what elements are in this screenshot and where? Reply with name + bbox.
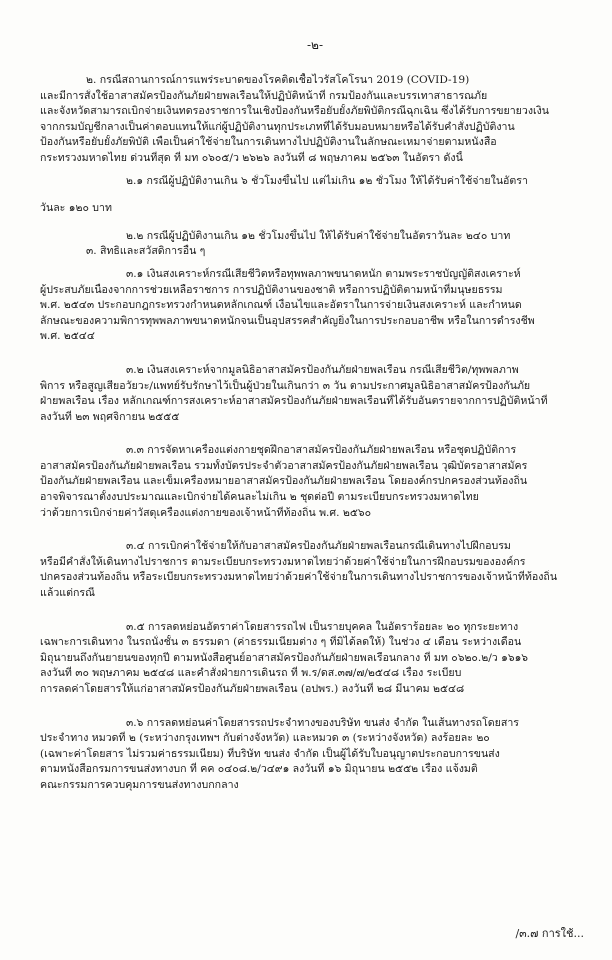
text-line: ตามหนังสือกรมการขนส่งทางบก ที่ คค ๐๔๐๘.๒/ว๔๙๑ ลงวันที่ ๑๖ มิถุนายน ๒๕๕๒ เรื่อง แจ้งมติ (40, 763, 478, 776)
text-line: พ.ศ. ๒๕๔๔ (40, 330, 95, 343)
text-line: ฝ่ายพลเรือน เรื่อง หลักเกณฑ์การสงเคราะห์อาสาสมัครป้องกันภัยฝ่ายพลเรือนที่ได้รับอันตรายจากการปฏิบัติหน้าที่ (40, 395, 548, 408)
text-line: จากกรมบัญชีกลางเป็นค่าตอบแทนให้แก่ผู้ปฏิบัติงานทุกประเภทที่ได้รับมอบหมายหรือได้รับคำสั่งปฏิบัติงาน (40, 120, 515, 133)
text-line: คณะกรรมการควบคุมการขนส่งทางบกกลาง (40, 778, 239, 791)
text-line: ป้องกันหรือยับยั้งภัยพิบัติ เพื่อเป็นค่าใช้จ่ายในการเดินทางไปปฏิบัติงานในลักษณะเหมาจ่ายตามหนังสือ (40, 136, 497, 149)
text-line: วันละ ๑๒๐ บาท (40, 202, 112, 215)
document-body (40, 73, 590, 794)
text-line: ผู้ประสบภัยเนื่องจากการช่วยเหลือราชการ การปฏิบัติงานของชาติ หรือการปฏิบัติตามหน้าที่มนุษยธรรม (40, 283, 503, 296)
text-line: ๒. กรณีสถานการณ์การแพร่ระบาดของโรคติดเชื้อไวรัสโคโรนา 2019 (COVID-19) (86, 74, 470, 86)
text-line: และมีการสั่งใช้อาสาสมัครป้องกันภัยฝ่ายพลเรือนให้ปฏิบัติหน้าที่ กรมป้องกันและบรรเทาสาธารณภัย (40, 89, 488, 102)
text-line: และจังหวัดสามารถเบิกจ่ายเงินทดรองราชการในเชิงป้องกันหรือยับยั้งภัยพิบัติกรณีฉุกเฉิน ซึ่งได้รับการขยายวงเงิน (40, 105, 550, 118)
text-line: ๒.๒ กรณีผู้ปฏิบัติงานเกิน ๑๒ ชั่วโมงขึ้นไป ให้ได้รับค่าใช้จ่ายในอัตราวันละ ๒๔๐ บาท (126, 229, 511, 242)
text-line: ๓. สิทธิและสวัสดิการอื่น ๆ (86, 245, 206, 258)
text-line: ปกครองส่วนท้องถิ่น หรือระเบียบกระทรวงมหาดไทยว่าด้วยค่าใช้จ่ายในการเดินทางไปราชการของเจ้าหน้าที่ท้องถิ่น (40, 571, 558, 584)
text-line: ๓.๔ การเบิกค่าใช้จ่ายให้กับอาสาสมัครป้องกันภัยฝ่ายพลเรือนกรณีเดินทางไปฝึกอบรม (126, 540, 511, 553)
text-line: ป้องกันภัยฝ่ายพลเรือน และเข็มเครื่องหมายอาสาสมัครป้องกันภัยฝ่ายพลเรือน โดยองค์กรปกครองส่วนท้องถิ่น (40, 475, 528, 488)
text-line: ลงวันที่ ๒๓ พฤศจิกายน ๒๕๕๕ (40, 410, 180, 423)
text-line: ๒.๑ กรณีผู้ปฏิบัติงานเกิน ๖ ชั่วโมงขึ้นไป แต่ไม่เกิน ๑๒ ชั่วโมง ให้ได้รับค่าใช้จ่ายในอัตรา (126, 174, 528, 187)
text-line: อาสาสมัครป้องกันภัยฝ่ายพลเรือน รวมทั้งบัตรประจำตัวอาสาสมัครป้องกันภัยฝ่ายพลเรือน วุฒิบัตรอาสาสมัคร (40, 459, 528, 472)
text-line: ว่าด้วยการเบิกจ่ายค่าวัสดุเครื่องแต่งกายของเจ้าหน้าที่ท้องถิ่น พ.ศ. ๒๕๖๐ (40, 506, 372, 519)
text-line: หรือมีคำสั่งให้เดินทางไปราชการ ตามระเบียบกระทรวงมหาดไทยว่าด้วยค่าใช้จ่ายในการฝึกอบรมขององค์กร (40, 555, 526, 568)
text-line: การลดค่าโดยสารให้แก่อาสาสมัครป้องกันภัยฝ่ายพลเรือน (อปพร.) ลงวันที่ ๒๘ มีนาคม ๒๕๔๘ (40, 683, 465, 695)
text-line: กระทรวงมหาดไทย ด่วนที่สุด ที่ มท ๐๖๐๕/ว ๒๖๒๖ ลงวันที่ ๘ พฤษภาคม ๒๕๖๓ ในอัตรา ดังนี้ (40, 151, 463, 164)
text-line: พิการ หรือสูญเสียอวัยวะ/แพทย์รับรักษาไว้เป็นผู้ป่วยในเกินกว่า ๓ วัน ตามประกาศมูลนิธิอาสาสมัครป้องกันภัย (40, 379, 531, 392)
text-line: ประจำทาง หมวดที่ ๒ (ระหว่างกรุงเทพฯ กับต่างจังหวัด) และหมวด ๓ (ระหว่างจังหวัด) ลงร้อยละ ๒๐ (40, 732, 490, 745)
text-line: (เฉพาะค่าโดยสาร ไม่รวมค่าธรรมเนียม) ที่บริษัท ขนส่ง จำกัด เป็นผู้ได้รับใบอนุญาตประกอบการขนส่ง (40, 747, 500, 760)
text-line: ลักษณะของความพิการทุพพลภาพขนาดหนักจนเป็นอุปสรรคสำคัญยิ่งในการประกอบอาชีพ หรือในการดำรงชีพ (40, 314, 535, 327)
text-line: อาจพิจารณาตั้งงบประมาณและเบิกจ่ายได้คนละไม่เกิน ๒ ชุดต่อปี ตามระเบียบกระทรวงมหาดไทย (40, 491, 479, 504)
text-line: ๓.๖ การลดหย่อนค่าโดยสารรถประจำทางของบริษัท ขนส่ง จำกัด ในเส้นทางรถโดยสาร (126, 716, 519, 729)
text-line: มิถุนายนถึงกันยายนของทุกปี ตามหนังสือศูนย์อาสาสมัครป้องกันภัยฝ่ายพลเรือนกลาง ที่ มท ๐๖๒๐.๒/ว ๑๖๑๖ (40, 651, 529, 664)
text-line: ๓.๒ เงินสงเคราะห์จากมูลนิธิอาสาสมัครป้องกันภัยฝ่ายพลเรือน กรณีเสียชีวิต/ทุพพลภาพ (126, 363, 519, 376)
text-line: แล้วแต่กรณี (40, 587, 95, 600)
text-line: ๓.๑ เงินสงเคราะห์กรณีเสียชีวิตหรือทุพพลภาพขนาดหนัก ตามพระราชบัญญัติสงเคราะห์ (126, 267, 521, 280)
text-line: เฉพาะการเดินทาง ในรถนั่งชั้น ๓ ธรรมดา (ค่าธรรมเนียมต่าง ๆ ที่มิได้ลดให้) ในช่วง ๔ เดือน ระหว่างเดือน (40, 636, 522, 649)
text-line: ลงวันที่ ๓๐ พฤษภาคม ๒๕๔๘ และคำสั่งฝ่ายการเดินรถ ที่ พ.ร/ดส.๓๗/๗/๒๕๔๘ เรื่อง ระเบียบ (40, 667, 462, 680)
page-number: -๒- (306, 38, 324, 52)
text-line: พ.ศ. ๒๕๔๓ ประกอบกฎกระทรวงกำหนดหลักเกณฑ์ เงื่อนไขและอัตราในการจ่ายเงินสงเคราะห์ และกำหนด (40, 299, 522, 312)
continuation-marker: /๓.๗ การใช้... (515, 927, 584, 940)
text-line: ๓.๓ การจัดหาเครื่องแต่งกายชุดฝึกอาสาสมัครป้องกันภัยฝ่ายพลเรือน หรือชุดปฏิบัติการ (126, 444, 517, 457)
text-line: ๓.๕ การลดหย่อนอัตราค่าโดยสารรถไฟ เป็นรายบุคคล ในอัตราร้อยละ ๒๐ ทุกระยะทาง (126, 620, 519, 633)
